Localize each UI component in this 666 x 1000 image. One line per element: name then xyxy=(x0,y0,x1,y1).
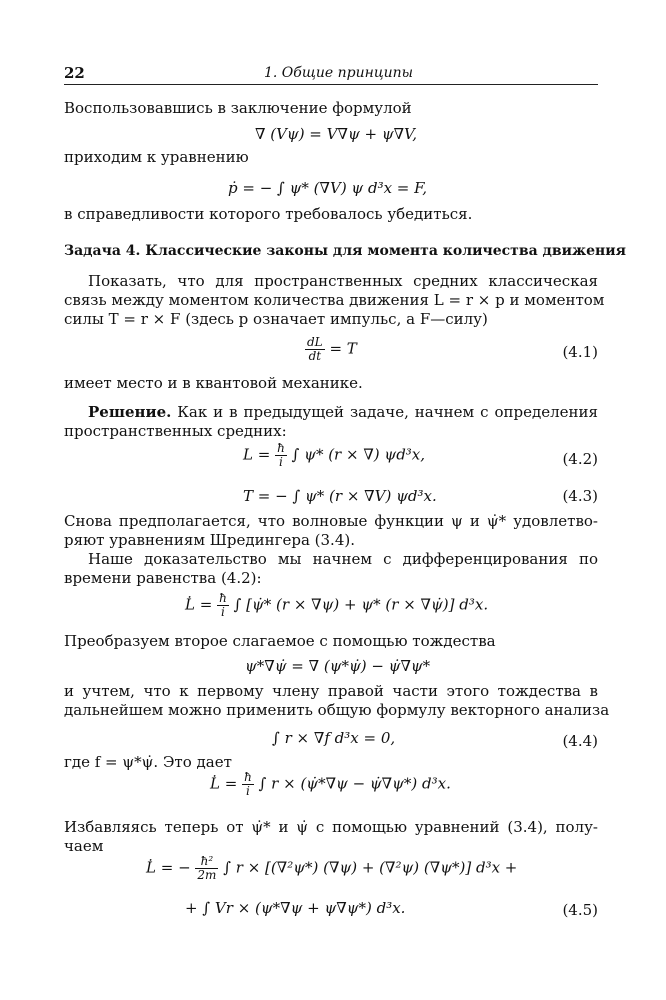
equation-4-4: ∫ r × ∇f d³x = 0, xyxy=(272,729,396,747)
text-line: имеет место и в квантовой механике. xyxy=(64,374,363,392)
solution-label: Решение. xyxy=(88,403,172,421)
equation: L̇ = $\frac{ħ}{i}$ ∫ r × (ψ̇*∇ψ − ψ̇∇ψ*) d³x. xyxy=(210,770,451,798)
text-line: чаем xyxy=(64,837,104,855)
text-line: Избавляясь теперь от ψ̇* и ψ̇ с помощью уравнений (3.4), полу- xyxy=(64,818,598,836)
text-line: где f = ψ*ψ̇. Это дает xyxy=(64,753,232,771)
equation: ṗ = − ∫ ψ* (∇V) ψ d³x = F, xyxy=(228,179,427,197)
text-line: ряют уравнениям Шредингера (3.4). xyxy=(64,531,355,549)
equation-number: (4.1) xyxy=(562,343,598,361)
text-line: времени равенства (4.2): xyxy=(64,569,262,587)
text-line: в справедливости которого требовалось убедиться. xyxy=(64,205,473,223)
equation-number: (4.3) xyxy=(562,487,598,505)
text-line: Решение. Как и в предыдущей задаче, начнем с определения xyxy=(88,403,598,421)
text-line: и учтем, что к первому члену правой части этого тождества в xyxy=(64,682,598,700)
text-line: приходим к уравнению xyxy=(64,148,249,166)
equation-number: (4.4) xyxy=(562,732,598,750)
text-line: силы T = r × F (здесь p означает импульс, а F—силу) xyxy=(64,310,488,328)
text-line: дальнейшем можно применить общую формулу векторного анализа xyxy=(64,701,610,719)
text-line: связь между моментом количества движения L = r × p и моментом xyxy=(64,291,605,309)
equation-4-5: L̇ = − $\frac{\text{ħ²}}{2m}$ ∫ r × [(∇²ψ*) (∇ψ) + (∇²ψ) (∇ψ*)] d³x + xyxy=(146,854,518,882)
equation: ψ*∇ψ̇ = ∇ (ψ*ψ̇) − ψ̇∇ψ* xyxy=(245,657,431,675)
equation: ∇ (Vψ) = V∇ψ + ψ∇V, xyxy=(255,125,418,143)
equation-number: (4.2) xyxy=(562,450,598,468)
page-number: 22 xyxy=(64,64,85,82)
text-line: Снова предполагается, что волновые функции ψ и ψ̇* удовлетво- xyxy=(64,512,598,530)
text-line: пространственных средних: xyxy=(64,422,287,440)
text-line: Показать, что для пространственных средних классическая xyxy=(88,272,598,290)
text-line: Воспользовавшись в заключение формулой xyxy=(64,99,412,117)
equation-4-3: T = − ∫ ψ* (r × ∇V) ψd³x. xyxy=(243,487,437,505)
equation-4-2: L = $\frac{ħ}{i}$ ∫ ψ* (r × ∇) ψd³x, xyxy=(243,441,426,469)
equation-4-5-continued: + ∫ Vr × (ψ*∇ψ + ψ∇ψ*) d³x. xyxy=(185,899,406,917)
equation-number: (4.5) xyxy=(562,901,598,919)
page-header xyxy=(64,64,598,85)
equation-4-1: $\frac{dL}{dt}$ = T xyxy=(307,335,357,363)
text-line: Преобразуем второе слагаемое с помощью тождества xyxy=(64,632,496,650)
equation: L̇ = $\frac{ħ}{i}$ ∫ [ψ̇* (r × ∇ψ) + ψ* (r × ∇ψ̇)] d³x. xyxy=(185,591,489,619)
text-line: Наше доказательство мы начнем с дифференцирования по xyxy=(88,550,598,568)
problem-title: Задача 4. Классические законы для момента количества движения xyxy=(64,243,626,259)
running-title: 1. Общие принципы xyxy=(264,65,414,81)
